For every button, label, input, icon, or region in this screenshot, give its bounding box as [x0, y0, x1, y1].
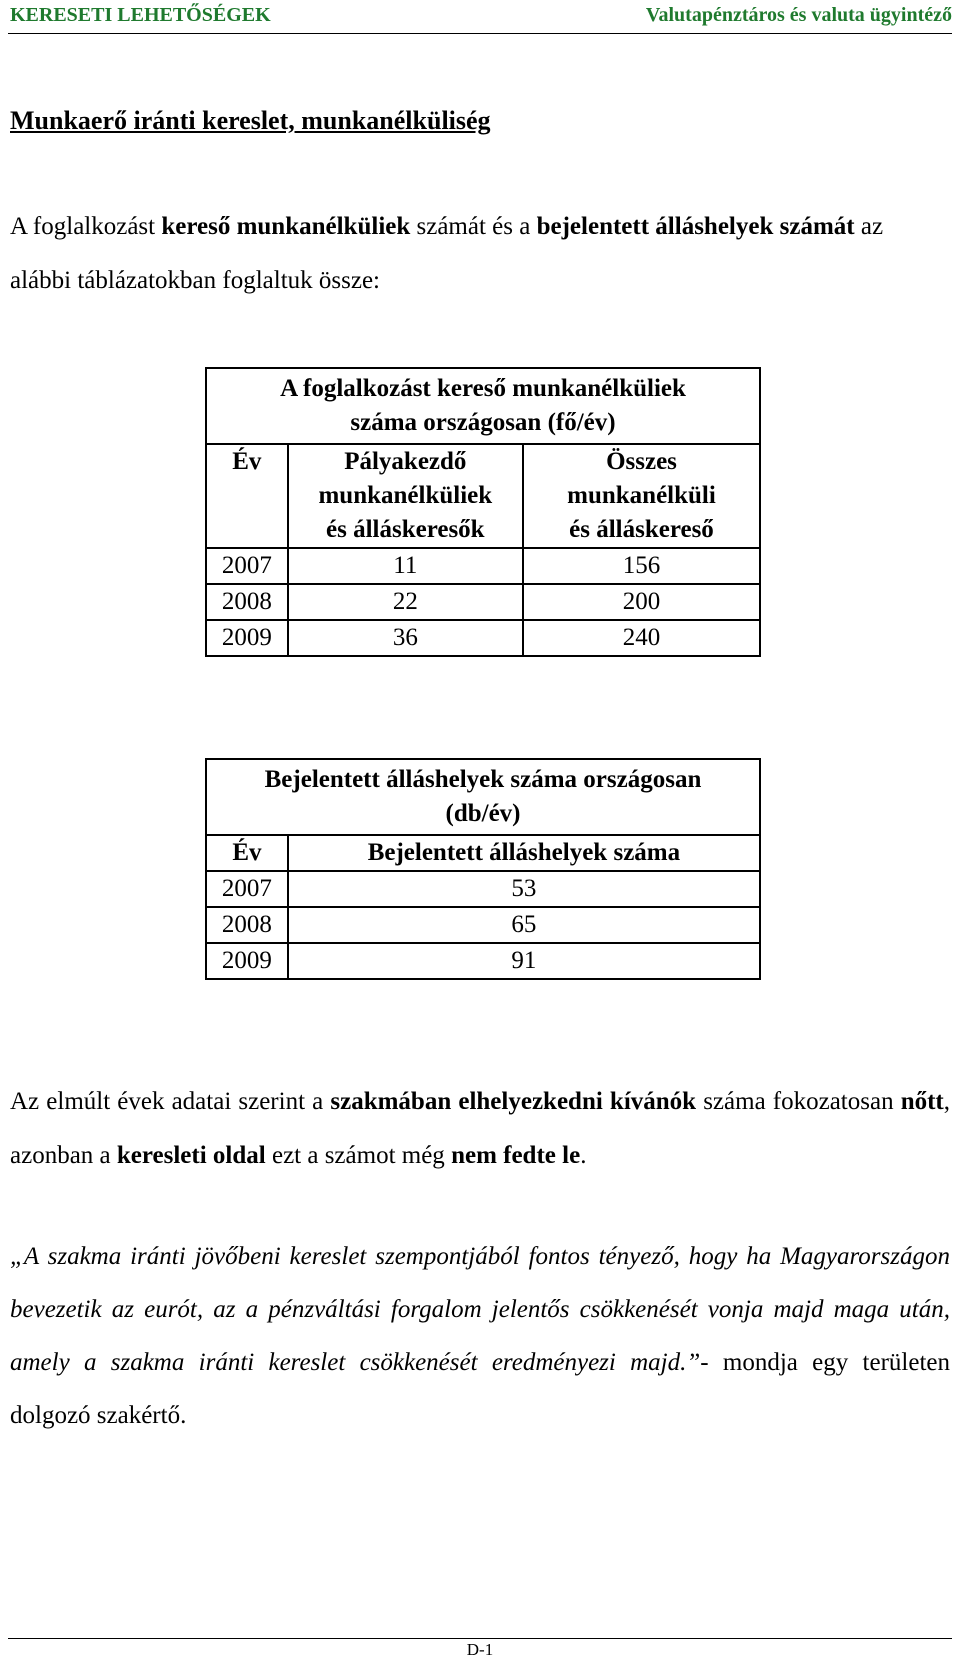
summary-paragraph	[10, 1075, 950, 1183]
col-b-line-3: és álláskereső	[569, 516, 714, 543]
intro-text-2: számát és a	[410, 213, 537, 240]
intro-text-3: az alábbi táblázatokban foglaltuk össze:	[10, 213, 884, 294]
summary-text-5: .	[580, 1142, 587, 1169]
footer-divider	[8, 1638, 952, 1639]
table-row	[206, 584, 760, 620]
table-row	[206, 943, 760, 979]
table-row	[206, 871, 760, 907]
cell-total: 240	[523, 620, 760, 656]
vacancies-table	[205, 758, 761, 980]
page-number: D-1	[466, 1640, 494, 1659]
cell-vacancies: 91	[288, 943, 760, 979]
intro-paragraph	[10, 200, 950, 308]
cell-year: 2007	[206, 871, 288, 907]
col-a-line-1: Pályakezdő	[344, 448, 467, 475]
unemployed-table-caption	[206, 368, 760, 444]
col-header-career-starters	[288, 444, 523, 548]
expert-quote	[10, 1230, 950, 1442]
col-header-total	[523, 444, 760, 548]
caption-line-2: (db/év)	[445, 800, 521, 827]
cell-vacancies: 65	[288, 907, 760, 943]
table-row	[206, 907, 760, 943]
cell-year: 2008	[206, 584, 288, 620]
vacancies-table-caption	[206, 759, 760, 835]
col-header-vacancies: Bejelentett álláshelyek száma	[288, 835, 760, 871]
caption-line-1: A foglalkozást kereső munkanélküliek	[280, 375, 686, 402]
header-right-title: Valutapénztáros és valuta ügyintéző	[645, 4, 952, 26]
summary-text-3: , azonban a	[10, 1088, 951, 1169]
cell-year: 2009	[206, 620, 288, 656]
table-row	[206, 620, 760, 656]
col-b-line-1: Összes	[606, 448, 677, 475]
cell-career-starters: 36	[288, 620, 523, 656]
intro-text-1: A foglalkozást	[10, 213, 162, 240]
header-left-title: KERESETI LEHETŐSÉGEK	[10, 4, 271, 26]
intro-bold-1: kereső munkanélküliek	[161, 213, 411, 240]
caption-line-2: száma országosan (fő/év)	[350, 409, 616, 436]
cell-year: 2009	[206, 943, 288, 979]
cell-total: 156	[523, 548, 760, 584]
unemployed-table	[205, 367, 761, 657]
cell-vacancies: 53	[288, 871, 760, 907]
summary-bold-1: szakmában elhelyezkedni kívánók	[330, 1088, 697, 1115]
quote-attribution: - mondja egy területen dolgozó szakértő.	[10, 1349, 950, 1429]
summary-bold-2: nőtt	[900, 1088, 944, 1115]
header-divider	[8, 33, 952, 34]
col-header-year: Év	[206, 835, 288, 871]
cell-total: 200	[523, 584, 760, 620]
summary-bold-3: keresleti oldal	[116, 1142, 266, 1169]
summary-text-1: Az elmúlt évek adatai szerint a	[10, 1088, 331, 1115]
summary-bold-4: nem fedte le	[451, 1142, 581, 1169]
col-a-line-2: munkanélküliek	[318, 482, 493, 509]
intro-bold-2: bejelentett álláshelyek számát	[536, 213, 855, 240]
cell-year: 2008	[206, 907, 288, 943]
caption-line-1: Bejelentett álláshelyek száma országosan	[264, 766, 702, 793]
summary-text-4: ezt a számot még	[265, 1142, 452, 1169]
cell-year: 2007	[206, 548, 288, 584]
table-row	[206, 548, 760, 584]
col-a-line-3: és álláskeresők	[326, 516, 485, 543]
quote-italic-text: „A szakma iránti jövőbeni kereslet szempontjából fontos tényező, hogy ha Magyarországon bevezetik az eurót, az a pénzváltási forgalom jelentős csökkenését vonja majd maga után, amely a szakma iránti kereslet csökkenését eredményezi majd.”	[10, 1243, 950, 1376]
col-b-line-2: munkanélküli	[567, 482, 716, 509]
section-title: Munkaerő iránti kereslet, munkanélküliség	[10, 106, 491, 135]
cell-career-starters: 11	[288, 548, 523, 584]
summary-text-2: száma fokozatosan	[696, 1088, 901, 1115]
cell-career-starters: 22	[288, 584, 523, 620]
col-header-year: Év	[206, 444, 288, 548]
